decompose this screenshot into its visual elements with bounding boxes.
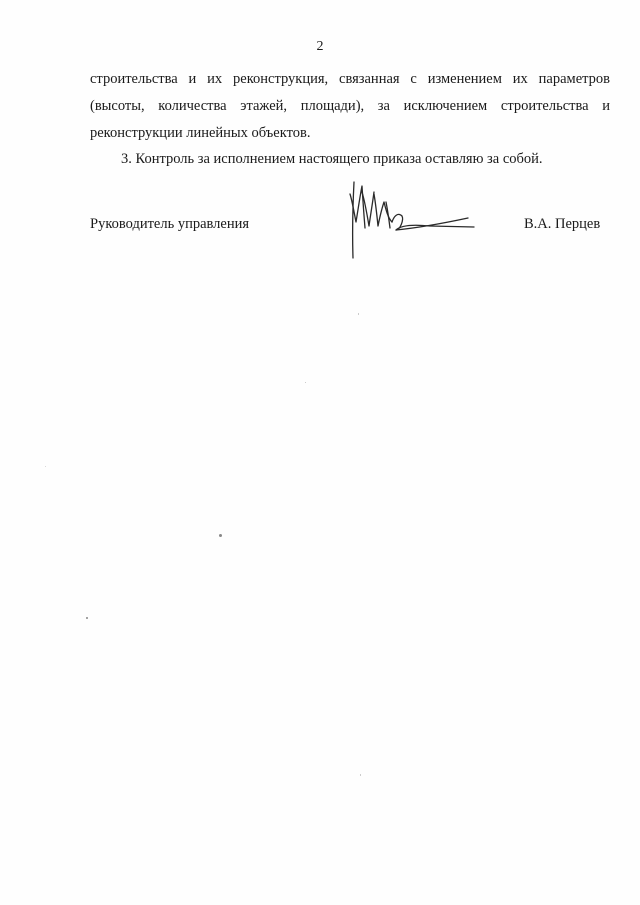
scan-speck	[360, 774, 361, 776]
signatory-position: Руководитель управления	[90, 216, 250, 232]
handwritten-signature	[340, 172, 480, 264]
paragraph-line: (высоты, количества этажей, площади), за исключением строительства и	[90, 98, 610, 114]
scan-speck	[219, 534, 222, 537]
scan-speck	[305, 382, 306, 383]
paragraph-line: строительства и их реконструкция, связанная с изменением их параметров	[90, 71, 610, 87]
continued-paragraph	[90, 66, 610, 147]
signatory-name: В.А. Перцев	[524, 216, 601, 232]
scan-speck	[86, 617, 88, 619]
page-number: 2	[316, 39, 324, 54]
scan-speck	[358, 313, 359, 315]
paragraph-line: реконструкции линейных объектов.	[90, 125, 311, 141]
paragraph-3: 3. Контроль за исполнением настоящего приказа оставляю за собой.	[121, 151, 543, 167]
scan-speck	[45, 466, 46, 467]
